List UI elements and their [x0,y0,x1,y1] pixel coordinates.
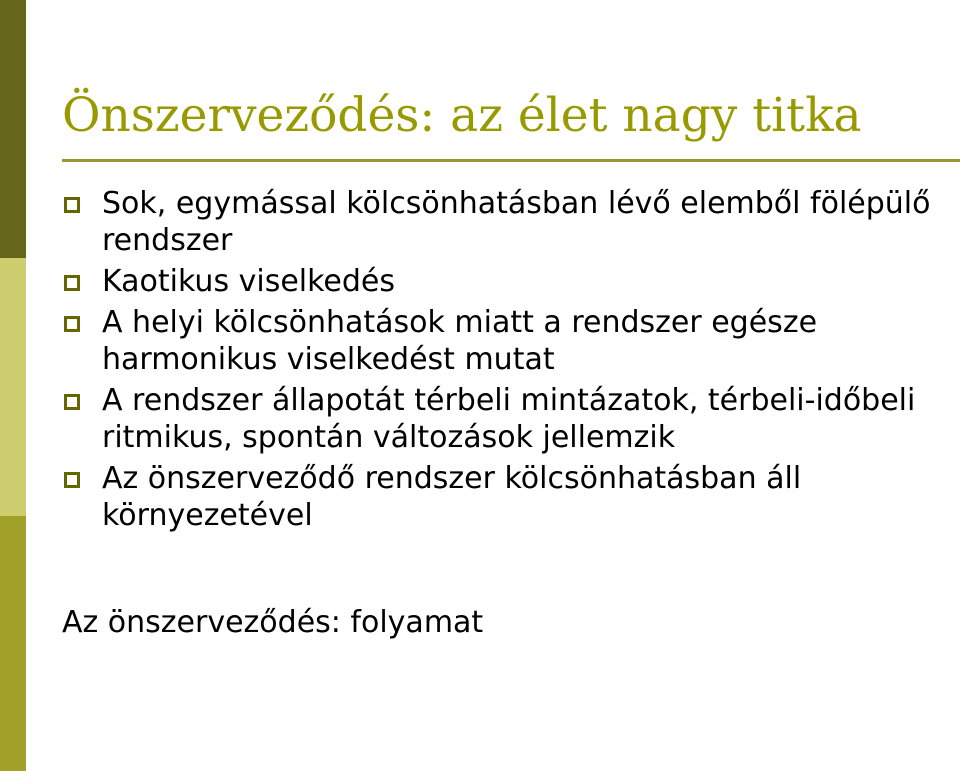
slide-title: Önszerveződés: az élet nagy titka [62,88,862,143]
sidebar-segment-bottom [0,516,26,771]
square-bullet-icon [64,394,80,410]
bullet-text-5: Az önszerveződő rendszer kölcsönhatásban áll környezetével [102,461,802,533]
bullet-item-1 [64,185,944,259]
square-bullet-icon [64,275,80,291]
bullet-item-3 [64,304,944,378]
sidebar-segment-middle [0,258,26,516]
sidebar-segment-top [0,0,26,258]
square-bullet-icon [64,316,80,332]
square-bullet-icon [64,197,80,213]
footer-note: Az önszerveződés: folyamat [62,605,484,640]
sidebar-accent-bar [0,0,26,771]
bullet-text-2: Kaotikus viselkedés [102,264,396,299]
title-underline-rule [62,159,960,162]
bullet-item-2 [64,263,944,300]
bullet-text-4: A rendszer állapotát térbeli mintázatok, térbeli-időbeli ritmikus, spontán változások jellemzik [102,383,916,455]
bullet-text-3: A helyi kölcsönhatások miatt a rendszer egésze harmonikus viselkedést mutat [102,305,818,377]
bullet-item-5 [64,460,944,534]
bullet-text-1: Sok, egymással kölcsönhatásban lévő elemből fölépülő rendszer [102,186,931,258]
bullet-item-4 [64,382,944,456]
bullet-list [64,185,944,538]
square-bullet-icon [64,472,80,488]
